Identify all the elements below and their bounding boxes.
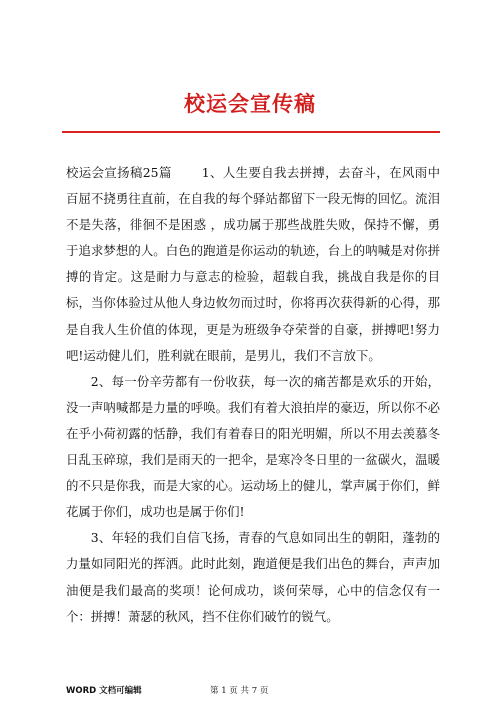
title-underline [62, 131, 440, 133]
paragraph-1 [66, 160, 440, 369]
page-number: 第 1 页 共 7 页 [210, 686, 269, 696]
paragraph-3: 3、年轻的我们自信飞扬，青春的气息如同出生的朝阳，蓬勃的力量如同阳光的挥洒。此时此刻，跑道便是我们出色的舞台，声声加油便是我们最高的奖项！论何成功，谈何荣辱，心中的信念仅有一个：拼搏！萧瑟的秋风，挡不住你们破竹的锐气。 [66, 530, 440, 624]
paragraph-1-text: 1、人生要自我去拼搏，去奋斗，在风雨中百屈不挠勇往直前，在自我的每个驿站都留下一段无悔的回忆。流泪不是失落，徘徊不是困惑 ，成功属于那些战胜失败，保持不懈，勇于追求梦想的人。白色的跑道是你运动的轨迹，台上的呐喊是对你拼搏的肯定。这是耐力与意志的检验，超载自我，挑战自我是你的目标，当你体验过从他人身边攸勿而过时，你将再次获得新的心得，那是自我人生价值的体现，更是为班级争夺荣誉的自豪，拼搏吧!努力吧!运动健儿们，胜利就在眼前，是男儿，我们不言放下。 [66, 165, 440, 363]
document-body [66, 160, 440, 630]
paragraph-2: 2、每一份辛劳都有一份收获，每一次的痛苦都是欢乐的开始，没一声呐喊都是力量的呼唤。我们有着大浪拍岸的豪迈，所以你不必在乎小荷初露的恬静，我们有着春日的阳光明媚，所以不用去羡慕冬日乱玉碎琼，我们是雨天的一把伞，是寒冷冬日里的一盆碳火，温暖的不只是你我，而是大家的心。运动场上的健儿，掌声属于你们，鲜花属于你们，成功也是属于你们! [66, 373, 440, 520]
lead-label: 校运会宣扬稿25篇 [66, 165, 172, 180]
footer-note: WORD 文档可编辑 [66, 686, 142, 696]
document-title: 校运会宣传稿 [184, 91, 316, 116]
